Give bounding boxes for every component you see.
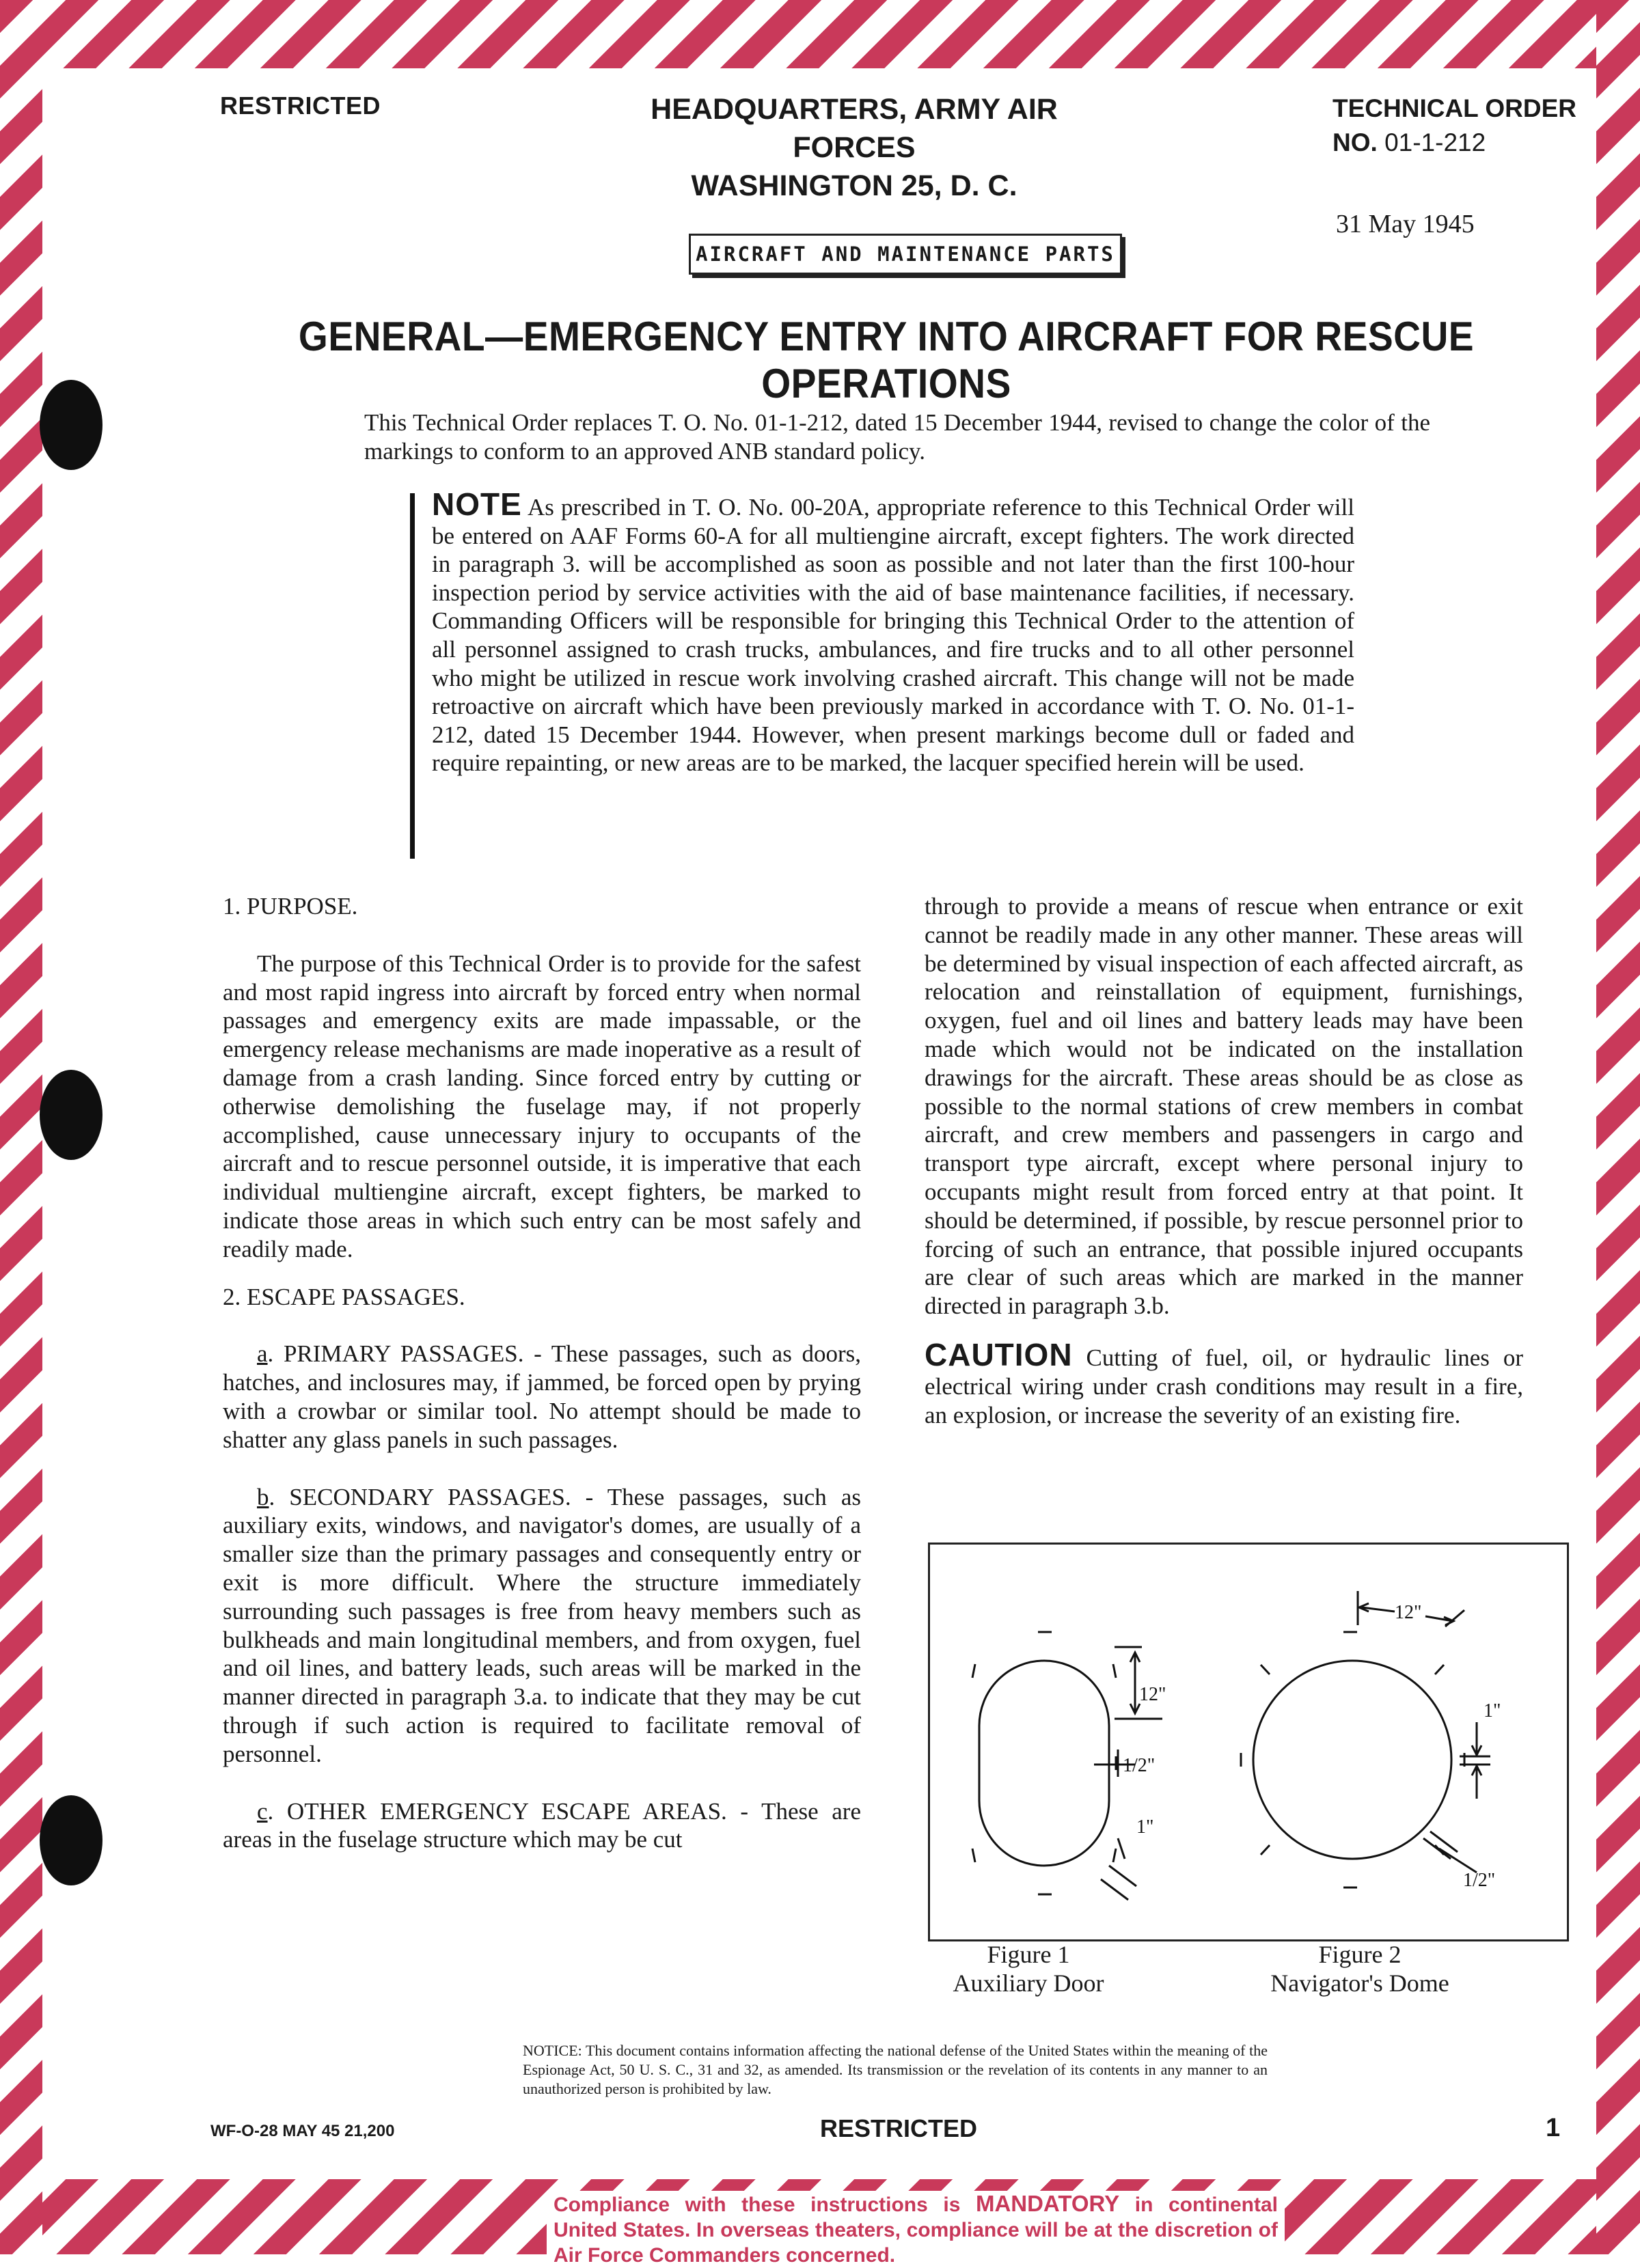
other-escape-text-part2: through to provide a means of rescue when entrance or exit cannot be readily made in any other manner. These areas will be determined by visual inspection of each affected aircraft, as relocation and reinstallation of equipment, furnishings, oxygen, fuel and oil lines and battery leads may have been made which would not be indicated on the installation drawings for the aircraft. These areas should be as close as possible to the normal stations of crew members in combat aircraft, and crew members and passengers in cargo and transport type aircraft, except where personal injury to occupants might result from forced entry at that point. It should be determined, if possible, by rescue personnel prior to forcing of such an entrance, that possible injured occupants are clear of such areas which are marked in the manner directed in paragraph 3.b. (925, 893, 1523, 1320)
to-number: 01-1-212 (1384, 128, 1486, 156)
figures-drawing (930, 1545, 1567, 1939)
restricted-label-bottom: RESTRICTED (820, 2114, 978, 2142)
purpose-heading: 1. PURPOSE. (223, 893, 358, 919)
page-number: 1 (1546, 2114, 1561, 2142)
intro-paragraph: This Technical Order replaces T. O. No. 01-1-212, dated 15 December 1944, revised to change the color of the markings to conform to an approved ANB standard policy. (364, 409, 1430, 465)
restricted-label-top: RESTRICTED (220, 92, 381, 120)
marking-dash (1113, 1664, 1116, 1678)
caution-block (925, 1336, 1524, 1429)
figure-2-caption (1237, 1940, 1483, 1997)
secondary-passages-paragraph (223, 1483, 861, 1769)
figure-2-title: Navigator's Dome (1270, 1969, 1449, 1997)
marking-dash (972, 1664, 975, 1678)
purpose-text: The purpose of this Technical Order is to provide for the safest and most rapid ingress into aircraft by forced entry when normal passages and emergency exits are made impassable, or the emergency release mechanisms are made inoperative as a result of damage from a crash landing. Since forced entry by cutting or otherwise demolishing the fuselage may, if not properly accomplished, cause unnecessary injury to occupants of the aircraft and to rescue personnel outside, it is imperative that each individual multiengine aircraft, except fighters, be marked to indicate those areas in which such entry can be most safely and readily made. (223, 950, 861, 1262)
column-right (925, 892, 1523, 1429)
auxiliary-door-outline (979, 1661, 1109, 1866)
dim-label-12-dome: 12" (1395, 1602, 1422, 1623)
other-escape-text-part1: These are areas in the fuselage structure which may be cut (223, 1797, 861, 1853)
marking-dash (972, 1849, 975, 1862)
document-title: GENERAL—EMERGENCY ENTRY INTO AIRCRAFT FOR RESCUE OPERATIONS (298, 314, 1475, 406)
compliance-statement (547, 2191, 1285, 2268)
to-no-label: NO. (1332, 128, 1378, 156)
hq-line-2: WASHINGTON 25, D. C. (691, 169, 1017, 202)
compliance-mandatory: MANDATORY (975, 2191, 1120, 2216)
figure-1-label: Figure 1 (987, 1941, 1070, 1968)
headquarters-block (615, 90, 1093, 205)
primary-passages-text: These passages, such as doors, hatches, and inclosures may, if jammed, be forced open by prying with a crowbar or similar tool. No attempt should be made to shatter any glass panels in such passages. (223, 1340, 862, 1453)
issue-date: 31 May 1945 (1336, 210, 1475, 238)
punch-hole (40, 1070, 102, 1160)
espionage-notice: NOTICE: This document contains information affecting the national defense of the United States within the meaning of the Espionage Act, 50 U. S. C., 31 and 32, as amended. Its transmission or the revelation of its contents in any manner to an unauthorized person is prohibited by law. (523, 2042, 1268, 2097)
dim-label-1-dome: 1" (1484, 1700, 1501, 1721)
marking-dash (1261, 1845, 1270, 1855)
marking-dash (1261, 1665, 1270, 1674)
border-stripe-top (0, 0, 1640, 68)
form-code: WF-O-28 MAY 45 21,200 (210, 2122, 395, 2140)
marking-dash (1113, 1849, 1116, 1862)
hq-line-1: HEADQUARTERS, ARMY AIR FORCES (651, 93, 1058, 164)
compliance-post: in continental United States. In overseas theaters, compliance will be at the discretion of Air Force Commanders concerned. (554, 2194, 1278, 2267)
figure-frame (928, 1543, 1569, 1941)
dim-label-12: 12" (1139, 1684, 1166, 1705)
secondary-passages-heading: . SECONDARY PASSAGES. - (269, 1483, 594, 1510)
para-letter-a: a (257, 1340, 268, 1368)
para-letter-c: c (257, 1797, 268, 1825)
technical-order-number (1332, 92, 1576, 160)
marking-dash (1435, 1665, 1444, 1674)
category-box: AIRCRAFT AND MAINTENANCE PARTS (689, 234, 1122, 275)
compliance-pre: Compliance with these instructions is (554, 2194, 976, 2216)
note-label: NOTE (432, 486, 522, 522)
dim-label-half: 1/2" (1123, 1755, 1156, 1776)
para-letter-b: b (257, 1483, 269, 1510)
navigators-dome-outline (1253, 1661, 1451, 1859)
dim-label-half-dome: 1/2" (1463, 1870, 1496, 1891)
primary-passages-heading: . PRIMARY PASSAGES. - (267, 1340, 542, 1368)
primary-passages-paragraph (223, 1340, 861, 1454)
caution-text: Cutting of fuel, oil, or hydraulic lines or electrical wiring under crash conditions may result in a fire, an explosion, or increase the severity of an existing fire. (925, 1344, 1524, 1428)
note-text: As prescribed in T. O. No. 00-20A, appropriate reference to this Technical Order will be entered on AAF Forms 60-A for all multiengine aircraft, except fighters. The work directed in paragraph 3. will be accomplished as soon as possible and not later than the first 100-hour inspection period by service activities with the aid of base maintenance facilities, if necessary. Commanding Officers will be responsible for bringing this Technical Order to the attention of all personnel assigned to crash trucks, ambulances, and fire trucks and to all other personnel who might be utilized in rescue work involving crashed aircraft. This change will not be made retroactive on aircraft which have been previously marked in accordance with T. O. No. 01-1-212, dated 15 December 1944. However, when present markings become dull or faded and require repainting, or new areas are to be marked, the lacquer specified herein will be used. (432, 494, 1354, 777)
other-escape-paragraph (223, 1797, 861, 1855)
note-block (432, 486, 1354, 777)
dim-label-1: 1" (1136, 1816, 1154, 1838)
note-bar (410, 493, 415, 859)
figure-1-title: Auxiliary Door (953, 1969, 1104, 1997)
escape-heading: 2. ESCAPE PASSAGES. (223, 1283, 465, 1310)
column-left (223, 892, 861, 1854)
punch-hole (40, 380, 102, 470)
figure-1-caption (922, 1940, 1134, 1997)
secondary-passages-text: These passages, such as auxiliary exits, windows, and navigator's domes, are usually of a smaller size than the primary passages and consequently entry or exit is more difficult. Where the structure immediately surrounding such passages is free from heavy members such as bulkheads and main longitudinal members, and from oxygen, fuel and oil lines, and battery leads, such areas will be marked in the manner directed in paragraph 3.a. to indicate that they may be cut through if such action is required to facilitate removal of personnel. (223, 1483, 861, 1767)
caution-label: CAUTION (925, 1336, 1073, 1372)
other-escape-heading: . OTHER EMERGENCY ESCAPE AREAS. - (267, 1797, 749, 1825)
border-stripe-left (0, 0, 42, 2254)
punch-hole (40, 1795, 102, 1885)
to-label: TECHNICAL ORDER (1332, 94, 1576, 122)
border-stripe-right (1596, 0, 1640, 2254)
figure-2-label: Figure 2 (1318, 1941, 1402, 1968)
